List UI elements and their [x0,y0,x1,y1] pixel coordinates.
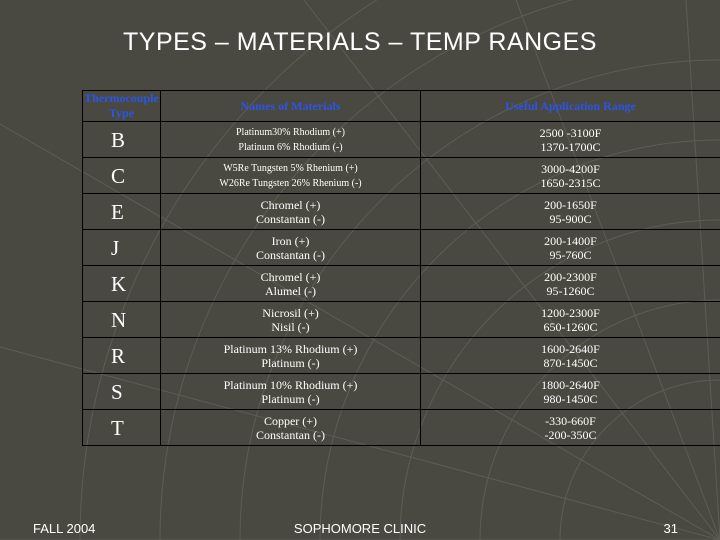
table-row [83,266,720,302]
material-line: Constantan (-) [256,247,325,262]
material-line: Iron (+) [271,233,310,248]
material-line: Chromel (+) [260,269,321,284]
range-line: 1800-2640F [541,377,600,392]
range-cell [421,374,720,410]
header-thermocouple-type: Thermocouple Type [84,91,159,120]
material-line: Alumel (-) [265,283,316,298]
slide-title: TYPES – MATERIALS – TEMP RANGES [123,28,597,56]
materials-cell [161,374,421,410]
table-header-row [83,91,720,122]
table-row [83,122,720,158]
range-line: 1650-2315C [540,175,601,190]
header-useful-application-range: Useful Application Range [421,91,720,122]
material-line: W26Re Tungsten 26% Rhenium (-) [219,177,362,189]
material-line: Platinum 10% Rhodium (+) [223,377,358,392]
table-row [83,374,720,410]
range-line: 1200-2300F [541,305,600,320]
range-cell [421,338,720,374]
materials-cell [161,266,421,302]
type-cell: K [83,266,161,302]
range-line: 2500 -3100F [539,125,602,140]
thermocouple-table [82,90,720,446]
footer-page-number: 31 [663,521,678,536]
range-line: 200-1650F [544,197,597,212]
materials-cell [161,230,421,266]
range-cell [421,122,720,158]
type-cell: T [83,410,161,446]
range-line: 95-760C [549,247,592,262]
header-names-of-materials: Names of Materials [161,91,421,122]
material-line: Nicrosil (+) [262,305,319,320]
table-row [83,338,720,374]
type-cell: C [83,158,161,194]
material-line: Nisil (-) [271,319,310,334]
range-line: 980-1450C [543,391,598,406]
materials-cell [161,194,421,230]
material-line: Platinum 6% Rhodium (-) [238,141,343,153]
range-line: 200-2300F [544,269,597,284]
type-cell: B [83,122,161,158]
range-line: 650-1260C [543,319,598,334]
material-line: Chromel (+) [260,197,321,212]
table-row [83,194,720,230]
range-cell [421,194,720,230]
range-cell [421,410,720,446]
materials-cell [161,302,421,338]
table-row [83,302,720,338]
range-line: 3000-4200F [541,161,600,176]
material-line: Copper (+) [263,413,318,428]
footer-date: FALL 2004 [33,521,96,536]
table-row [83,410,720,446]
material-line: W5Re Tungsten 5% Rhenium (+) [223,162,358,174]
range-line: 1600-2640F [541,341,600,356]
range-line: 95-1260C [546,283,595,298]
materials-cell [161,122,421,158]
type-cell: N [83,302,161,338]
range-line: 1370-1700C [540,139,601,154]
type-cell: J [83,230,161,266]
material-line: Platinum (-) [261,391,320,406]
range-line: 870-1450C [543,355,598,370]
material-line: Constantan (-) [256,211,325,226]
table-row [83,230,720,266]
range-line: -200-350C [544,427,597,442]
range-cell [421,266,720,302]
footer-course: SOPHOMORE CLINIC [293,521,427,536]
materials-cell [161,338,421,374]
range-line: 95-900C [549,211,592,226]
table-row [83,158,720,194]
type-cell: R [83,338,161,374]
range-cell [421,302,720,338]
materials-cell [161,410,421,446]
range-line: -330-660F [545,413,596,428]
materials-cell [161,158,421,194]
range-cell [421,230,720,266]
material-line: Platinum (-) [261,355,320,370]
material-line: Platinum 13% Rhodium (+) [223,341,358,356]
range-line: 200-1400F [544,233,597,248]
type-cell: S [83,374,161,410]
material-line: Constantan (-) [256,427,325,442]
type-cell: E [83,194,161,230]
material-line: Platinum30% Rhodium (+) [236,126,345,138]
range-cell [421,158,720,194]
